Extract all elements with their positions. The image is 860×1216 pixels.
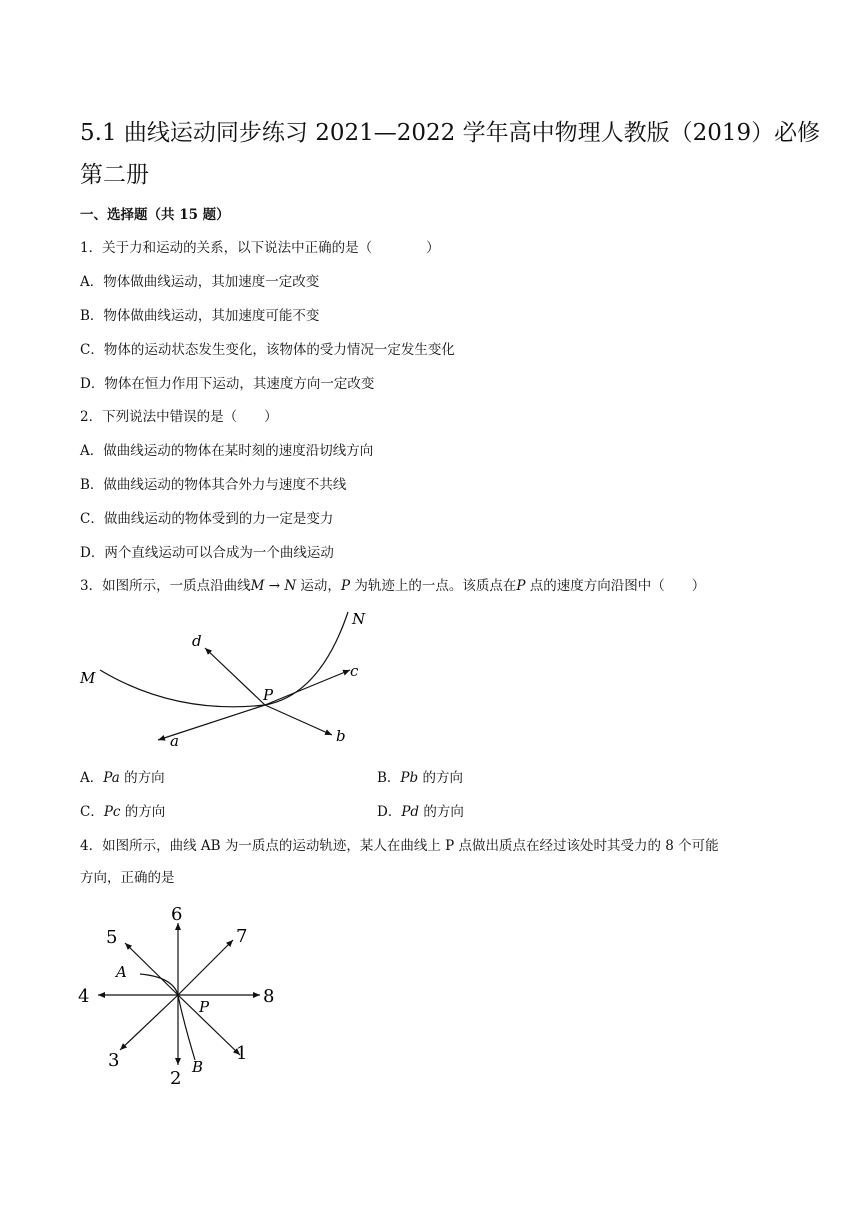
- arrow-pd: [205, 648, 265, 705]
- trajectory-curve: [100, 612, 348, 707]
- section-heading: 一、选择题（共 15 题）: [80, 207, 230, 223]
- document-title: [80, 112, 821, 196]
- q2-option-b: B．做曲线运动的物体其合外力与速度不共线: [80, 477, 347, 493]
- label-d: d: [192, 632, 202, 650]
- q1-option-a: A．物体做曲线运动，其加速度一定改变: [80, 274, 320, 290]
- q2-option-c: C．做曲线运动的物体受到的力一定是变力: [80, 511, 334, 527]
- label-6: 6: [171, 904, 183, 925]
- q3-option-c: C．Pc 的方向: [80, 804, 166, 820]
- q3-option-d: D．Pd 的方向: [377, 804, 464, 820]
- q3-option-b: B．Pb 的方向: [377, 770, 463, 786]
- label-5: 5: [106, 927, 118, 948]
- label-4: 4: [78, 986, 90, 1007]
- label-7: 7: [236, 926, 248, 947]
- label-b-point: B: [192, 1058, 204, 1076]
- label-a: a: [170, 732, 179, 750]
- arrow-pc: [265, 670, 350, 705]
- q3-option-a: A．Pa 的方向: [80, 770, 165, 786]
- q3-figure: [70, 600, 380, 755]
- label-m: M: [80, 669, 96, 687]
- arrow-pb: [265, 705, 332, 735]
- force-arrow-5: [125, 943, 178, 995]
- q1-option-d: D．物体在恒力作用下运动，其速度方向一定改变: [80, 376, 375, 392]
- q4-figure: [70, 895, 290, 1090]
- label-p: P: [263, 686, 274, 704]
- q3-stem: 3．如图所示，一质点沿曲线M → N 运动，P 为轨迹上的一点。该质点在P 点的速度方向沿图中（ ）: [80, 578, 706, 594]
- q1-option-b: B．物体做曲线运动，其加速度可能不变: [80, 308, 320, 324]
- label-1: 1: [236, 1043, 248, 1064]
- force-arrow-7: [178, 940, 233, 995]
- force-arrow-3: [120, 995, 178, 1050]
- q2-option-d: D．两个直线运动可以合成为一个曲线运动: [80, 545, 334, 561]
- label-b: b: [336, 727, 346, 745]
- q1-option-c: C．物体的运动状态发生变化，该物体的受力情况一定发生变化: [80, 342, 455, 358]
- q1-stem: 1．关于力和运动的关系，以下说法中正确的是（ ）: [80, 240, 440, 256]
- q4-stem-line-2: 方向，正确的是: [80, 870, 175, 886]
- label-2: 2: [170, 1068, 182, 1089]
- label-n: N: [352, 610, 366, 628]
- title-line-1: 5.1 曲线运动同步练习 2021—2022 学年高中物理人教版（2019）必修: [80, 120, 821, 146]
- q4-stem-line-1: 4．如图所示，曲线 AB 为一质点的运动轨迹，某人在曲线上 P 点做出质点在经过该处时其受力的 8 个可能: [80, 838, 719, 854]
- title-line-2: 第二册: [80, 162, 149, 188]
- label-p-point: P: [199, 998, 210, 1016]
- q2-stem: 2．下列说法中错误的是（ ）: [80, 409, 278, 425]
- label-3: 3: [108, 1050, 120, 1071]
- q2-option-a: A．做曲线运动的物体在某时刻的速度沿切线方向: [80, 443, 374, 459]
- label-c: c: [350, 662, 359, 680]
- label-a-point: A: [116, 963, 127, 981]
- label-8: 8: [263, 986, 275, 1007]
